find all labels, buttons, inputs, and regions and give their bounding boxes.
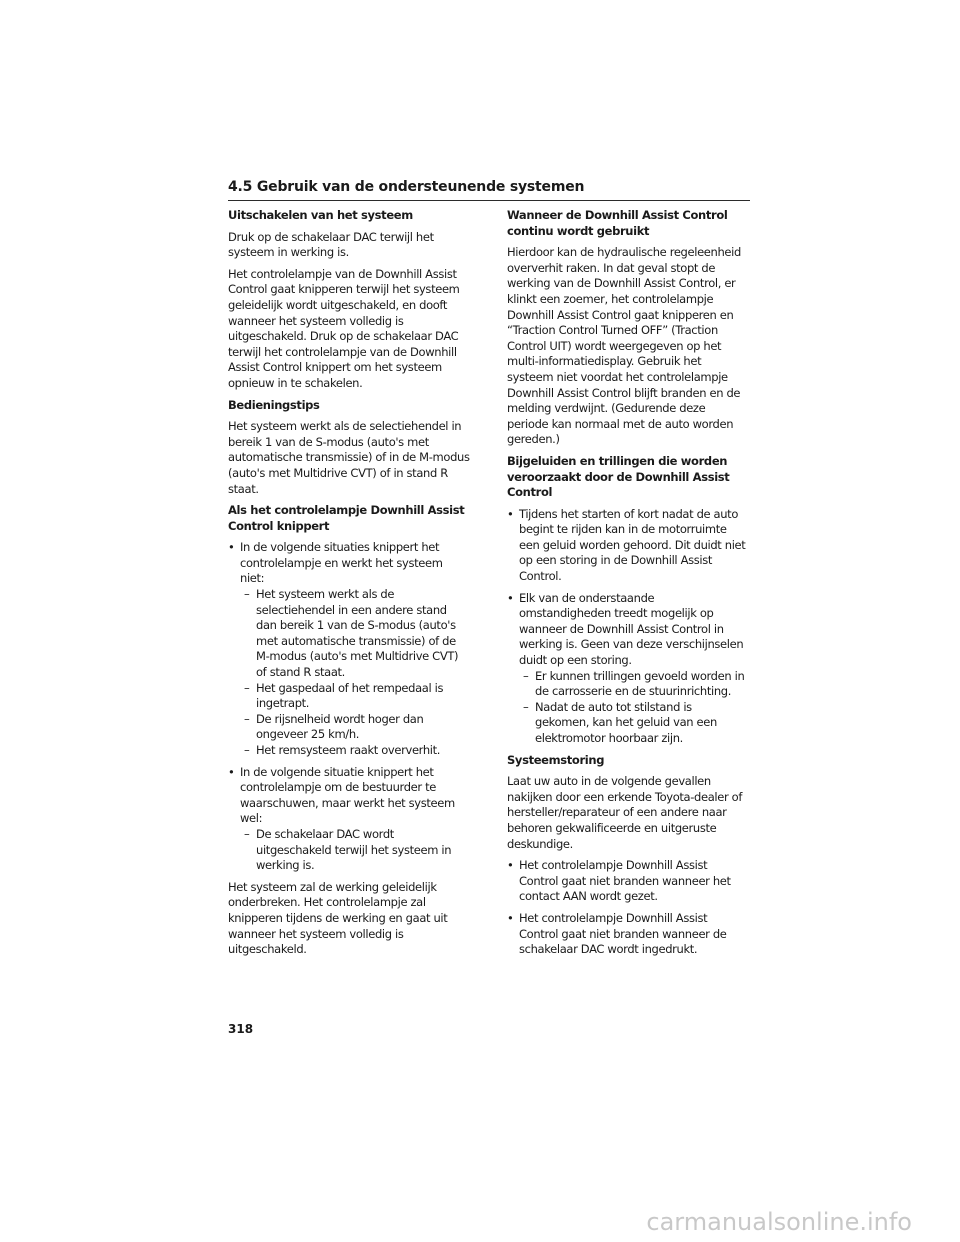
heading-systeemstoring: Systeemstoring <box>507 752 605 767</box>
list-item-text: In de volgende situatie knippert het controlelampje om de bestuurder te waarschuwen, maar werkt het systeem wel: <box>240 764 455 826</box>
dash-list <box>240 587 470 759</box>
heading-bijgeluiden: Bijgeluiden en trillingen die worden veroorzaakt door de Downhill Assist Control <box>507 453 730 500</box>
heading-controlelampje-knippert: Als het controlelampje Downhill Assist Control knippert <box>228 503 465 533</box>
list-item <box>244 681 470 712</box>
list-item-text: De schakelaar DAC wordt uitgeschakeld terwijl het systeem in werking is. <box>256 826 452 873</box>
list-item <box>228 765 470 874</box>
list-item <box>244 827 470 874</box>
list-item <box>507 858 749 905</box>
dash-list <box>519 669 749 747</box>
list-item-text: Tijdens het starten of kort nadat de auto begint te rijden kan in de motorruimte een geluid worden gehoord. Dit duidt niet op een storing in de Downhill Assist Control. <box>519 506 746 584</box>
bullet-marker: • <box>228 540 235 555</box>
page-number: 318 <box>228 1022 254 1036</box>
paragraph: Het systeem werkt als de selectiehendel in bereik 1 van de S-modus (auto's met automatische transmissie) of in de M-modus (auto's met Multidrive CVT) of in stand R staat. <box>228 419 470 496</box>
bullet-marker: • <box>507 858 514 873</box>
list-item <box>507 507 749 585</box>
dash-marker: – <box>523 668 529 683</box>
dash-marker: – <box>244 587 250 602</box>
list-item-text: Het controlelampje Downhill Assist Control gaat niet branden wanneer het contact AAN wordt gezet. <box>519 858 731 904</box>
list-item-text: Het gaspedaal of het rempedaal is ingetrapt. <box>256 680 444 711</box>
list-item <box>244 743 470 759</box>
right-column <box>507 208 749 964</box>
list-item-text: In de volgende situaties knippert het controlelampje en werkt het systeem niet: <box>240 540 443 586</box>
watermark: carmanualsonline.info <box>646 1208 912 1236</box>
dash-marker: – <box>244 826 250 841</box>
dash-marker: – <box>244 711 250 726</box>
list-item-text: Het remsysteem raakt oververhit. <box>256 743 441 757</box>
heading-uitschakelen: Uitschakelen van het systeem <box>228 208 413 222</box>
bullet-marker: • <box>507 590 514 605</box>
list-item <box>228 540 470 758</box>
list-item <box>507 591 749 747</box>
paragraph: Laat uw auto in de volgende gevallen nakijken door een erkende Toyota-dealer of hersteller/reparateur of een andere naar behoren gekwalificeerde en uitgeruste deskundige. <box>507 774 743 851</box>
bullet-list <box>507 858 749 958</box>
heading-continu-gebruik: Wanneer de Downhill Assist Control continu wordt gebruikt <box>507 208 728 238</box>
dash-marker: – <box>244 743 250 757</box>
list-item <box>244 587 470 681</box>
bullet-list <box>228 540 470 873</box>
bullet-list <box>507 507 749 747</box>
bullet-marker: • <box>507 910 514 925</box>
left-column <box>228 208 470 964</box>
paragraph: Hierdoor kan de hydraulische regeleenheid oververhit raken. In dat geval stopt de werking van de Downhill Assist Control, er klinkt een zoemer, het controlelampje Downhill Assist Control gaat knipperen en “Traction Control Turned OFF” (Traction Control UIT) wordt weergegeven op het multi-informatiedisplay. Gebruik het systeem niet voordat het controlelampje Downhill Assist Control blijft branden en de melding verdwijnt. (Gedurende deze periode kan normaal met de auto worden gereden.) <box>507 245 741 447</box>
list-item-text: Er kunnen trillingen gevoeld worden in de carrosserie en de stuurinrichting. <box>535 668 745 699</box>
list-item-text: De rijsnelheid wordt hoger dan ongeveer 25 km/h. <box>256 711 424 742</box>
list-item <box>523 700 749 747</box>
section-header <box>228 178 750 201</box>
section-title: 4.5 Gebruik van de ondersteunende systemen <box>228 178 750 201</box>
list-item-text: Nadat de auto tot stilstand is gekomen, kan het geluid van een elektromotor hoorbaar zijn. <box>535 699 717 745</box>
heading-bedieningstips: Bedieningstips <box>228 397 320 412</box>
dash-list <box>240 827 470 874</box>
bullet-marker: • <box>228 764 235 779</box>
list-item <box>507 911 749 958</box>
bullet-marker: • <box>507 506 514 521</box>
list-item <box>523 669 749 700</box>
list-item-text: Elk van de onderstaande omstandigheden treedt mogelijk op wanneer de Downhill Assist Control in werking is. Geen van deze verschijnselen duidt op een storing. <box>519 590 744 668</box>
dash-marker: – <box>523 699 529 714</box>
list-item <box>244 712 470 743</box>
list-item-text: Het controlelampje Downhill Assist Control gaat niet branden wanneer de schakelaar DAC wordt ingedrukt. <box>519 910 727 957</box>
paragraph: Het controlelampje van de Downhill Assist Control gaat knipperen terwijl het systeem geleidelijk wordt uitgeschakeld, en dooft wanneer het systeem volledig is uitgeschakeld. Druk op de schakelaar DAC terwijl het controlelampje van de Downhill Assist Control knippert om het systeem opnieuw in te schakelen. <box>228 266 460 390</box>
list-item-text: Het systeem werkt als de selectiehendel in een andere stand dan bereik 1 van de S-modus (auto's met automatische transmissie) of de M-modus (auto's met Multidrive CVT) of stand R staat. <box>256 587 459 680</box>
paragraph: Het systeem zal de werking geleidelijk onderbreken. Het controlelampje zal knipperen tijdens de werking en gaat uit wanneer het systeem volledig is uitgeschakeld. <box>228 879 448 957</box>
paragraph: Druk op de schakelaar DAC terwijl het systeem in werking is. <box>228 229 434 260</box>
dash-marker: – <box>244 680 250 695</box>
